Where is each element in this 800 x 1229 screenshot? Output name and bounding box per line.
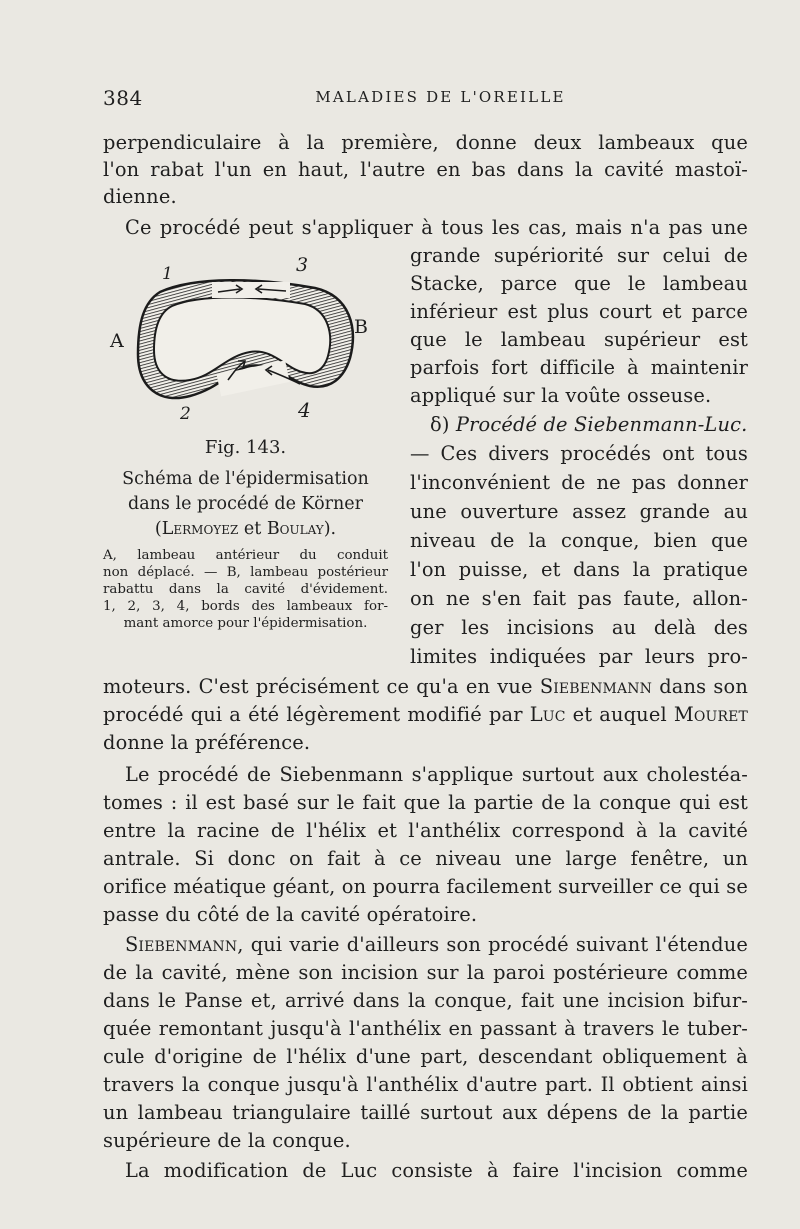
text-span: ). [323, 519, 337, 539]
text-line: une ouverture assez grande au [410, 500, 748, 523]
figure-label-1: 1 [162, 264, 173, 284]
author-name: Siebenmann, [125, 933, 244, 956]
text-line: orifice méatique géant, on pourra facilement surveiller ce qui se [103, 875, 748, 898]
figure-legend: rabattu dans la cavité d'évidement. [103, 582, 388, 597]
text-line: Ce procédé peut s'appliquer à tous les cas, mais n'a pas une [125, 216, 748, 239]
author-name: Lermoyez [161, 519, 239, 539]
text-line: supérieure de la conque. [103, 1129, 351, 1152]
author-name: Mouret [673, 703, 748, 726]
figure-caption: dans le procédé de Körner [128, 494, 363, 514]
text-line: antrale. Si donc on fait à ce niveau une large fenêtre, un [103, 847, 748, 870]
text-line: tomes : il est basé sur le fait que la partie de la conque qui est [103, 791, 748, 814]
text-line: que le lambeau supérieur est [410, 328, 748, 351]
author-name: Luc [529, 703, 566, 726]
text-line [103, 701, 748, 728]
text-line: l'on rabat l'un en haut, l'autre en bas dans la cavité mastoï- [103, 158, 748, 181]
text-line: donne la préférence. [103, 731, 311, 754]
figure-label-a: A [110, 330, 124, 352]
text-line: grande supériorité sur celui de [410, 244, 748, 267]
figure-legend: 1, 2, 3, 4, bords des lambeaux for- [103, 599, 388, 614]
text-line: on ne s'en fait pas faute, allon- [410, 587, 748, 610]
text-line: ger les incisions au delà des [410, 616, 748, 639]
flap-diagram [100, 258, 400, 438]
figure-label-4: 4 [298, 398, 311, 422]
figure-143 [100, 254, 400, 458]
text-line: Le procédé de Siebenmann s'applique surtout aux cholestéa- [125, 763, 748, 786]
figure-label-3: 3 [296, 254, 309, 276]
text-line [103, 673, 748, 700]
figure-legend: non déplacé. — B, lambeau postérieur [103, 565, 388, 580]
text-line [125, 931, 748, 958]
text-line: inférieur est plus court et parce [410, 300, 748, 323]
figure-legend: A, lambeau antérieur du conduit [103, 548, 388, 563]
text-span: et auquel [565, 703, 674, 726]
text-span: qui varie d'ailleurs son procédé suivant l'étendue [243, 933, 748, 956]
author-name: Siebenmann [539, 675, 653, 698]
section-marker: δ) [430, 413, 450, 436]
text-line: Stacke, parce que le lambeau [410, 272, 748, 295]
section-title: Procédé de Siebenmann-Luc. [455, 413, 748, 436]
text-line: appliqué sur la voûte osseuse. [410, 384, 712, 407]
text-line: parfois fort difficile à maintenir [410, 356, 748, 379]
text-line: dans le Panse et, arrivé dans la conque, fait une incision bifur- [103, 989, 748, 1012]
text-line: passe du côté de la cavité opératoire. [103, 903, 478, 926]
page-header [103, 86, 748, 112]
running-head: MALADIES DE L'OREILLE [315, 88, 566, 106]
text-span: procédé qui a été légèrement modifié par [103, 703, 530, 726]
text-line: travers la conque jusqu'à l'anthélix d'autre part. Il obtient ainsi [103, 1073, 748, 1096]
figure-legend: mant amorce pour l'épidermisation. [123, 616, 368, 631]
text-line: dienne. [103, 185, 177, 208]
text-line: l'on puisse, et dans la pratique [410, 558, 748, 581]
figure-number: Fig. 143. [204, 437, 287, 458]
text-line: cule d'origine de l'hélix d'une part, descendant obliquement à [103, 1045, 748, 1068]
text-line: quée remontant jusqu'à l'anthélix en passant à travers le tuber- [103, 1017, 748, 1040]
figure-label-2: 2 [180, 404, 191, 424]
text-span: ( [154, 519, 162, 539]
text-span: et [238, 519, 267, 539]
figure-label-b: B [354, 316, 368, 338]
text-line: limites indiquées par leurs pro- [410, 645, 748, 668]
text-line: de la cavité, mène son incision sur la paroi postérieure comme [103, 961, 748, 984]
figure-caption-authors [103, 517, 388, 541]
section-heading [430, 411, 747, 438]
text-span: dans son [652, 675, 748, 698]
page-number: 384 [103, 86, 143, 110]
text-line: niveau de la conque, bien que [410, 529, 748, 552]
text-line: — Ces divers procédés ont tous [410, 442, 748, 465]
text-line: l'inconvénient de ne pas donner [410, 471, 748, 494]
figure-caption: Schéma de l'épidermisation [122, 469, 369, 489]
text-line: La modification de Luc consiste à faire l'incision comme [125, 1159, 748, 1182]
text-line: entre la racine de l'hélix et l'anthélix correspond à la cavité [103, 819, 748, 842]
author-name: Boulay [266, 519, 324, 539]
text-span: moteurs. C'est précisément ce qu'a en vue [103, 675, 540, 698]
text-line: un lambeau triangulaire taillé surtout aux dépens de la partie [103, 1101, 748, 1124]
text-line: perpendiculaire à la première, donne deux lambeaux que [103, 131, 748, 154]
